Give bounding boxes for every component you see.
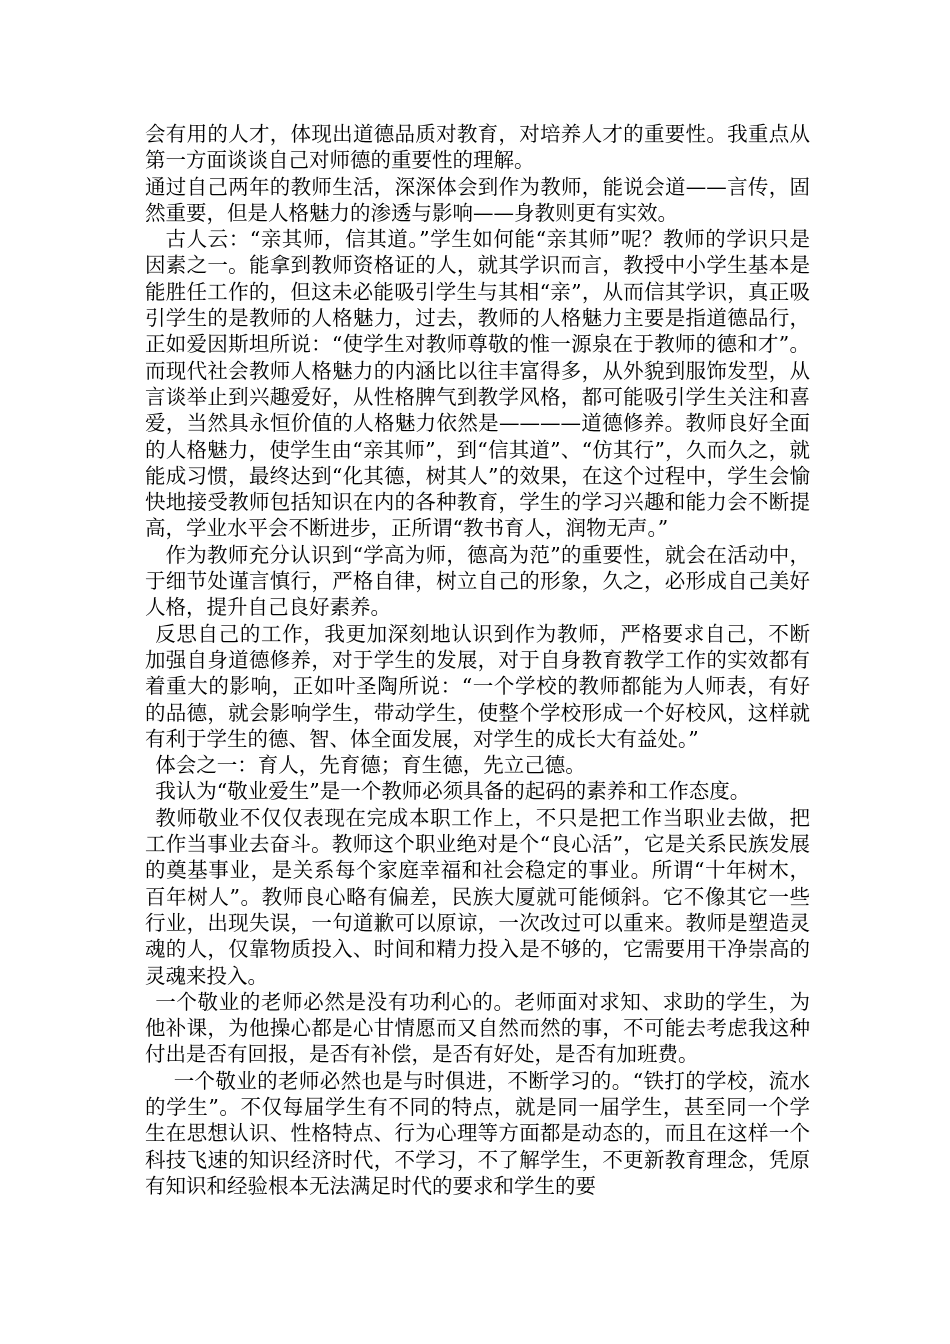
paragraph-10: 一个敬业的老师必然也是与时俱进，不断学习的。“铁打的学校，流水的学生”。不仅每届学生有不同的特点，就是同一届学生，甚至同一个学生在思想认识、性格特点、行为心理等方面都是动态的，而且在这样一个科技飞速的知识经济时代，不学习，不了解学生，不更新教育理念，凭原有知识和经验根本无法满足时代的要求和学生的要 <box>145 1068 810 1198</box>
paragraph-6: 体会之一：育人，先育德；育生德，先立己德。 <box>155 753 586 778</box>
paragraph-1: 会有用的人才，体现出道德品质对教育，对培养人才的重要性。我重点从第一方面谈谈自己对师德的重要性的理解。 <box>145 122 810 173</box>
paragraph-9: 一个敬业的老师必然是没有功利心的。老师面对求知、求助的学生，为他补课，为他操心都是心甘情愿而又自然而然的事，不可能去考虑我这种付出是否有回报，是否有补偿，是否有好处，是否有加班费。 <box>145 989 810 1067</box>
paragraph-3: 古人云：“亲其师，信其道。”学生如何能“亲其师”呢？教师的学识只是因素之一。能拿到教师资格证的人，就其学识而言，教授中小学生基本是能胜任工作的，但这未必能吸引学生与其相“亲”，从而信其学识，真正吸引学生的是教师的人格魅力，过去，教师的人格魅力主要是指道德品行，正如爱因斯坦所说：“使学生对教师尊敬的惟一源泉在于教师的德和才”。而现代社会教师人格魅力的内涵比以往丰富得多，从外貌到服饰发型，从言谈举止到兴趣爱好，从性格脾气到教学风格，都可能吸引学生关注和喜爱，当然具永恒价值的人格魅力依然是————道德修养。教师良好全面的人格魅力，使学生由“亲其师”，到“信其道”、“仿其行”，久而久之，就能成习惯，最终达到“化其德，树其人”的效果，在这个过程中，学生会愉快地接受教师包括知识在内的各种教育，学生的学习兴趣和能力会不断提高，学业水平会不断进步，正所谓“教书育人，润物无声。” <box>145 227 810 541</box>
paragraph-4: 作为教师充分认识到“学高为师，德高为范”的重要性，就会在活动中，于细节处谨言慎行，严格自律，树立自己的形象，久之，必形成自己美好人格，提升自己良好素养。 <box>145 542 810 620</box>
paragraph-7: 我认为“敬业爱生”是一个教师必须具备的起码的素养和工作态度。 <box>155 779 751 804</box>
document-page <box>145 121 810 1199</box>
paragraph-2: 通过自己两年的教师生活，深深体会到作为教师，能说会道——言传，固然重要，但是人格魅力的渗透与影响——身教则更有实效。 <box>145 174 810 225</box>
paragraph-8: 教师敬业不仅仅表现在完成本职工作上，不只是把工作当职业去做，把工作当事业去奋斗。教师这个职业绝对是个“良心活”，它是关系民族发展的奠基事业，是关系每个家庭幸福和社会稳定的事业。所谓“十年树木，百年树人”。教师良心略有偏差，民族大厦就可能倾斜。它不像其它一些行业，出现失误，一句道歉可以原谅，一次改过可以重来。教师是塑造灵魂的人，仅靠物质投入、时间和精力投入是不够的，它需要用干净崇高的灵魂来投入。 <box>145 805 810 988</box>
paragraph-5: 反思自己的工作，我更加深刻地认识到作为教师，严格要求自己，不断加强自身道德修养，对于学生的发展，对于自身教育教学工作的实效都有着重大的影响，正如叶圣陶所说：“一个学校的教师都能为人师表，有好的品德，就会影响学生，带动学生，使整个学校形成一个好校风，这样就有利于学生的德、智、体全面发展，对学生的成长大有益处。” <box>145 621 810 751</box>
